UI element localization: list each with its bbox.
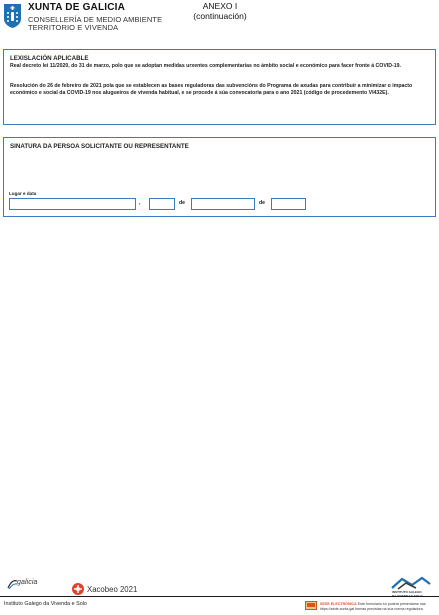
legislation-paragraph-1: Real decreto lei 11/2020, do 31 de marzo, polo que se adoptan medidas urxentes complementarias no ámbito social e económico para facer fronte á COVID-19.: [10, 63, 401, 69]
annex-title: [180, 1, 260, 21]
signature-title: SINATURA DA PERSOA SOLICITANTE OU REPRESENTANTE: [10, 143, 189, 150]
xacobeo-logo-text: Xacobeo 2021: [87, 585, 138, 594]
notice-text-2: formas previstas na súa norma reguladora: [355, 607, 423, 611]
igvs-logo-icon: [390, 576, 432, 590]
place-date-label: Lugar e data: [9, 191, 37, 196]
place-input[interactable]: [9, 198, 136, 210]
month-input[interactable]: [191, 198, 255, 210]
org-name: XUNTA DE GALICIA: [28, 2, 126, 13]
legislation-box: [3, 49, 436, 125]
legislation-title: LEXISLACIÓN APLICABLE: [10, 55, 89, 62]
day-input[interactable]: [149, 198, 175, 210]
xacobeo-logo-icon: [71, 582, 85, 596]
notice-text-1: Este formulario só poderá presentarse nas: [357, 602, 426, 606]
annex-line-2: (continuación): [193, 11, 247, 21]
igvs-line-1: INSTITUTO GALEGO: [392, 590, 422, 594]
year-input[interactable]: [271, 198, 306, 210]
xunta-shield-icon: [3, 3, 22, 29]
footer-notice-line-2: [320, 607, 423, 611]
department-line-1: CONSELLERÍA DE MEDIO AMBIENTE: [28, 15, 163, 24]
galicia-logo-text: galicia: [17, 579, 38, 586]
institute-name: Instituto Galego da Vivenda e Solo: [4, 601, 87, 607]
sede-electronica-icon: [305, 601, 317, 610]
legislation-paragraph-2: Resolución do 26 de febreiro de 2021 pola que se establecen as bases reguladoras das subvencións do Programa de axudas para contribuír a minimizar o impacto económico e social da COVID-19 nos alugueiros de vivenda habitual, e se procede á súa convocatoria para o ano 2021 (código de procedemento VI432E).: [10, 83, 413, 96]
date-separator-de-2: de: [259, 200, 266, 206]
annex-line-1: ANEXO I: [202, 1, 238, 11]
sede-url-link[interactable]: https://sede.xunta.gal: [320, 607, 355, 611]
department-line-2: TERRITORIO E VIVENDA: [28, 23, 119, 32]
date-separator-comma: ,: [139, 200, 141, 206]
footer-notice-line-1: [320, 602, 426, 606]
footer-divider: [0, 596, 439, 597]
date-separator-de-1: de: [179, 200, 186, 206]
sede-electronica-label: SEDE ELECTRÓNICA: [320, 602, 357, 606]
